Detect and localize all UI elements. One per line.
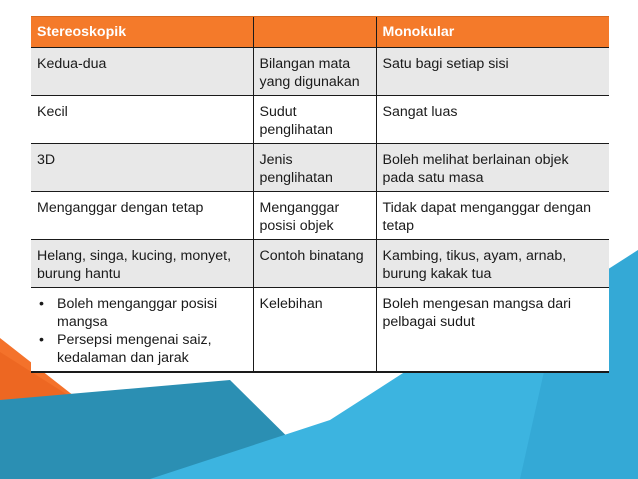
criterion-cell: Menganggar posisi objek <box>253 192 376 240</box>
bullet-glyph: • <box>39 296 44 312</box>
list-item <box>37 295 247 331</box>
list-item-text: Persepsi mengenai saiz, kedalaman dan jarak <box>57 332 212 366</box>
criterion-cell: Bilangan mata yang digunakan <box>253 48 376 96</box>
criterion-cell: Jenis penglihatan <box>253 144 376 192</box>
list-item <box>37 331 247 367</box>
table-row <box>31 144 609 192</box>
stereoskopik-cell: Kedua-dua <box>31 48 253 96</box>
monokular-cell: Boleh mengesan mangsa dari pelbagai sudut <box>376 288 609 373</box>
header-empty <box>253 17 376 48</box>
advantages-list <box>37 295 247 367</box>
list-item-text: Boleh menganggar posisi mangsa <box>57 296 218 330</box>
header-monokular: Monokular <box>376 17 609 48</box>
bullet-glyph: • <box>39 332 44 348</box>
table-row <box>31 96 609 144</box>
stereoskopik-cell: 3D <box>31 144 253 192</box>
stereoskopik-cell: Kecil <box>31 96 253 144</box>
table-header-row <box>31 17 609 48</box>
header-stereoskopik: Stereoskopik <box>31 17 253 48</box>
stereoskopik-cell: Menganggar dengan tetap <box>31 192 253 240</box>
criterion-cell: Kelebihan <box>253 288 376 373</box>
table-row <box>31 288 609 373</box>
stereoskopik-cell <box>31 288 253 373</box>
monokular-cell: Tidak dapat menganggar dengan tetap <box>376 192 609 240</box>
monokular-cell: Sangat luas <box>376 96 609 144</box>
monokular-cell: Kambing, tikus, ayam, arnab, burung kakak tua <box>376 240 609 288</box>
table-row <box>31 240 609 288</box>
monokular-cell: Boleh melihat berlainan objek pada satu masa <box>376 144 609 192</box>
table-row <box>31 48 609 96</box>
criterion-cell: Sudut penglihatan <box>253 96 376 144</box>
stereoskopik-cell: Helang, singa, kucing, monyet, burung hantu <box>31 240 253 288</box>
table-row <box>31 192 609 240</box>
monokular-cell: Satu bagi setiap sisi <box>376 48 609 96</box>
comparison-table <box>31 16 609 373</box>
criterion-cell: Contoh binatang <box>253 240 376 288</box>
